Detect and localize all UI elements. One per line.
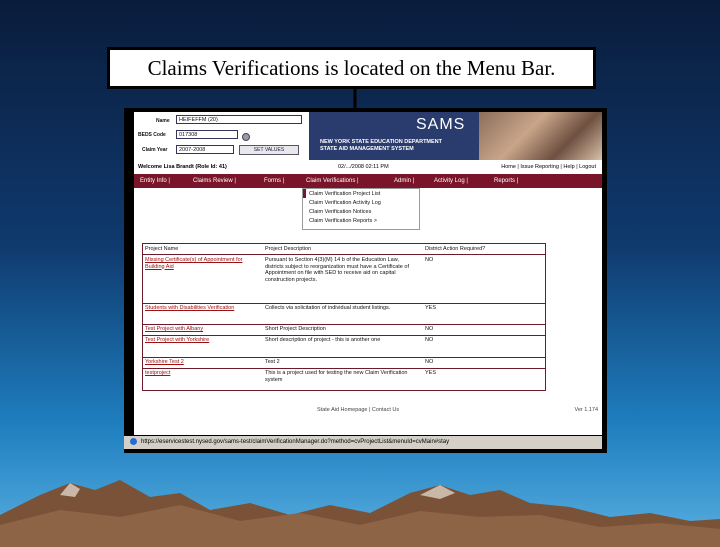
top-links[interactable]: Home | Issue Reporting | Help | Logout: [501, 164, 596, 170]
menu-admin[interactable]: Admin |: [394, 178, 415, 184]
action-required: NO: [425, 337, 434, 343]
callout-text: Claims Verifications is located on the Menu Bar.: [147, 55, 556, 80]
browser-status-bar: [124, 436, 602, 449]
table-row: [143, 368, 545, 390]
action-required: NO: [425, 257, 434, 263]
table-header: [143, 244, 545, 255]
project-name-link[interactable]: Test Project with Yorkshire: [145, 337, 210, 343]
claim-year-label: Claim Year: [142, 147, 168, 153]
column-header: Project Description: [265, 246, 312, 252]
project-name-link[interactable]: Students with Disabilities Verification: [145, 305, 235, 311]
version-text: Ver 1.174: [574, 407, 598, 413]
menu-activity-log[interactable]: Activity Log |: [434, 178, 468, 184]
menu-bar: [134, 174, 602, 188]
page-header: [134, 112, 602, 160]
browser-viewport: [134, 112, 602, 435]
welcome-bar: [134, 160, 602, 175]
action-required: YES: [425, 305, 437, 311]
project-table: [142, 243, 546, 391]
department-line-2: STATE AID MANAGEMENT SYSTEM: [320, 146, 414, 152]
project-description: This is a project used for testing the new Claim Verification system: [265, 370, 408, 383]
dropdown-item-activity-log[interactable]: Claim Verification Activity Log: [309, 200, 381, 206]
project-name-link[interactable]: Missing Certificate(s) of Appointment for Building Aid: [145, 257, 243, 270]
department-line-1: NEW YORK STATE EDUCATION DEPARTMENT: [320, 139, 443, 145]
menu-forms[interactable]: Forms |: [264, 178, 285, 184]
table-row: [143, 335, 545, 358]
selection-panel: [134, 112, 309, 160]
mountain-silhouette: [0, 455, 720, 547]
project-name-link[interactable]: testproject: [145, 370, 171, 376]
browser-screenshot: [124, 108, 607, 453]
dropdown-item-notices[interactable]: Claim Verification Notices: [309, 209, 372, 215]
set-values-button[interactable]: SET VALUES: [239, 145, 299, 155]
header-photo: [479, 112, 602, 160]
column-header: District Action Required?: [425, 246, 486, 252]
menu-reports[interactable]: Reports |: [494, 178, 519, 184]
project-description: Test 2: [265, 359, 280, 365]
welcome-text: Welcome Lisa Brandt (Role Id: 41): [138, 164, 227, 170]
project-description: Short Project Description: [265, 326, 326, 332]
name-label: Name: [156, 118, 170, 124]
beds-code-field[interactable]: 017308: [176, 130, 238, 139]
department-title: [320, 139, 442, 153]
datetime-text: 02/.../2008 02:11 PM: [338, 164, 389, 170]
dropdown-item-reports[interactable]: Claim Verification Reports >: [309, 218, 378, 224]
project-name-link[interactable]: Test Project with Albany: [145, 326, 204, 332]
table-row: [143, 303, 545, 325]
project-description: Short description of project - this is another one: [265, 337, 381, 343]
selected-indicator: [303, 189, 306, 198]
status-url: https://eservicestest.nysed.gov/sams-test/claimVerificationManager.do?method=cvProjectList&menuId=cvMain#stay: [141, 439, 450, 445]
action-required: NO: [425, 326, 434, 332]
menu-claim-verifications[interactable]: Claim Verifications |: [306, 178, 359, 184]
claim-year-select[interactable]: 2007-2008: [176, 145, 234, 154]
action-required: YES: [425, 370, 437, 376]
project-description: Pursuant to Section 4(3)(M) 14 b of the Education Law, districts subject to reorganization must have a Certificate of Appointment on file with SED to receive aid on capital construction projects.: [265, 257, 409, 283]
project-name-link[interactable]: Yorkshire Test 2: [145, 359, 184, 365]
claim-verifications-dropdown: [302, 188, 420, 230]
browser-icon: [130, 438, 137, 445]
table-row: [143, 255, 545, 304]
project-description: Collects via solicitation of individual student listings.: [265, 305, 391, 311]
beds-label: BEDS Code: [138, 132, 166, 138]
callout-box: [107, 47, 596, 89]
footer-links[interactable]: State Aid Homepage | Contact Us: [317, 407, 400, 413]
sams-logo: SAMS: [416, 116, 466, 133]
menu-claims-review[interactable]: Claims Review |: [193, 178, 236, 184]
menu-entity-info[interactable]: Entity Info |: [140, 178, 170, 184]
name-field[interactable]: HEIFEFFM (20): [176, 115, 302, 124]
action-required: NO: [425, 359, 434, 365]
column-header: Project Name: [145, 246, 179, 252]
dropdown-item-project-list[interactable]: Claim Verification Project List: [309, 191, 381, 197]
radio-button[interactable]: [242, 133, 250, 141]
